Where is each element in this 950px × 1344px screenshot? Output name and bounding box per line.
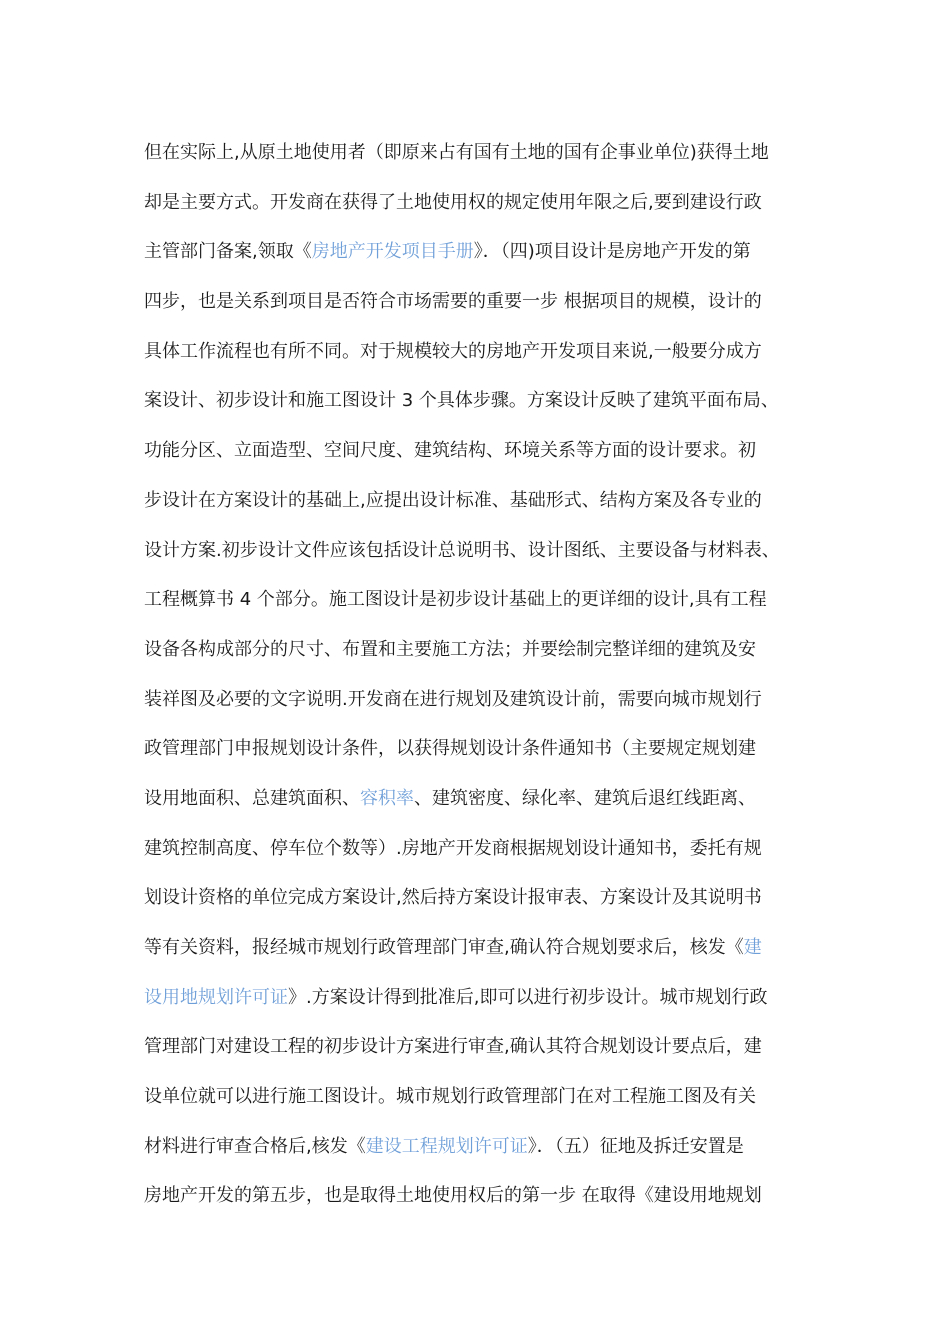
text-line [144, 376, 814, 426]
text-line [144, 973, 814, 1023]
text-run: 工程概算书 4 个部分。施工图设计是初步设计基础上的更详细的设计,具有工程 [144, 589, 767, 611]
text-run: 》．（五）征地及拆迁安置是 [527, 1135, 744, 1157]
text-run: 划设计资格的单位完成方案设计,然后持方案设计报审表、方案设计及其说明书 [144, 887, 762, 909]
text-run: 等有关资料，报经城市规划行政管理部门审查,确认符合规划要求后，核发《 [144, 937, 744, 958]
text-run: 设单位就可以进行施工图设计。城市规划行政管理部门在对工程施工图及有关 [144, 1086, 756, 1108]
text-run: 设备各构成部分的尺寸、布置和主要施工方法；并要绘制完整详细的建筑及安 [144, 638, 756, 660]
text-run: 政管理部门申报规划设计条件，以获得规划设计条件通知书（主要规定规划建 [144, 738, 756, 760]
text-line [144, 128, 814, 178]
text-run: 具体工作流程也有所不同。对于规模较大的房地产开发项目来说,一般要分成方 [144, 340, 762, 362]
text-run: 》.方案设计得到批准后,即可以进行初步设计。城市规划行政 [288, 986, 768, 1008]
text-run: 四步，也是关系到项目是否符合市场需要的重要一步 根据项目的规模，设计的 [144, 291, 762, 313]
text-line [144, 774, 814, 824]
text-run: 但在实际上,从原土地使用者（即原来占有国有土地的国有企事业单位)获得土地 [144, 142, 769, 163]
text-run: 管理部门对建设工程的初步设计方案进行审查,确认其符合规划设计要点后，建 [144, 1036, 762, 1058]
body-text [144, 128, 814, 1221]
text-run: 设计方案.初步设计文件应该包括设计总说明书、设计图纸、主要设备与材料表、 [144, 539, 780, 561]
text-run: 主管部门备案,领取《 [144, 241, 312, 263]
text-run: 、建筑密度、绿化率、建筑后退红线距离、 [414, 787, 756, 809]
text-line [144, 1171, 814, 1221]
text-line [144, 724, 814, 774]
text-line [144, 327, 814, 377]
inline-link[interactable]: 建 [743, 937, 762, 958]
text-run: 材料进行审查合格后,核发《 [144, 1135, 366, 1157]
text-line [144, 227, 814, 277]
text-run: 步设计在方案设计的基础上,应提出设计标准、基础形式、结构方案及各专业的 [144, 489, 762, 511]
text-run: 房地产开发的第五步，也是取得土地使用权后的第一步 在取得《建设用地规划 [144, 1185, 762, 1207]
text-run: 却是主要方式。开发商在获得了土地使用权的规定使用年限之后,要到建设行政 [144, 191, 762, 213]
text-line [144, 873, 814, 923]
text-line [144, 426, 814, 476]
inline-link[interactable]: 建设工程规划许可证 [365, 1135, 528, 1157]
inline-link[interactable]: 设用地规划许可证 [144, 986, 288, 1008]
text-line [144, 923, 814, 973]
text-line [144, 1022, 814, 1072]
text-line [144, 476, 814, 526]
text-line [144, 824, 814, 874]
text-run: 功能分区、立面造型、空间尺度、建筑结构、环境关系等方面的设计要求。初 [144, 440, 756, 462]
text-run: 案设计、初步设计和施工图设计 3 个具体步骤。方案设计反映了建筑平面布局、 [144, 390, 779, 412]
text-line [144, 575, 814, 625]
text-run: 》．（四)项目设计是房地产开发的第 [473, 241, 751, 263]
text-line [144, 277, 814, 327]
text-run: 设用地面积、总建筑面积、 [144, 787, 360, 809]
text-run: 装祥图及必要的文字说明.开发商在进行规划及建筑设计前，需要向城市规划行 [144, 688, 762, 710]
inline-link[interactable]: 容积率 [360, 787, 414, 809]
text-line [144, 1122, 814, 1172]
text-line [144, 526, 814, 576]
text-line [144, 625, 814, 675]
text-line [144, 1072, 814, 1122]
text-line [144, 675, 814, 725]
text-line [144, 178, 814, 228]
text-run: 建筑控制高度、停车位个数等）.房地产开发商根据规划设计通知书，委托有规 [144, 837, 762, 859]
inline-link[interactable]: 房地产开发项目手册 [311, 241, 474, 263]
